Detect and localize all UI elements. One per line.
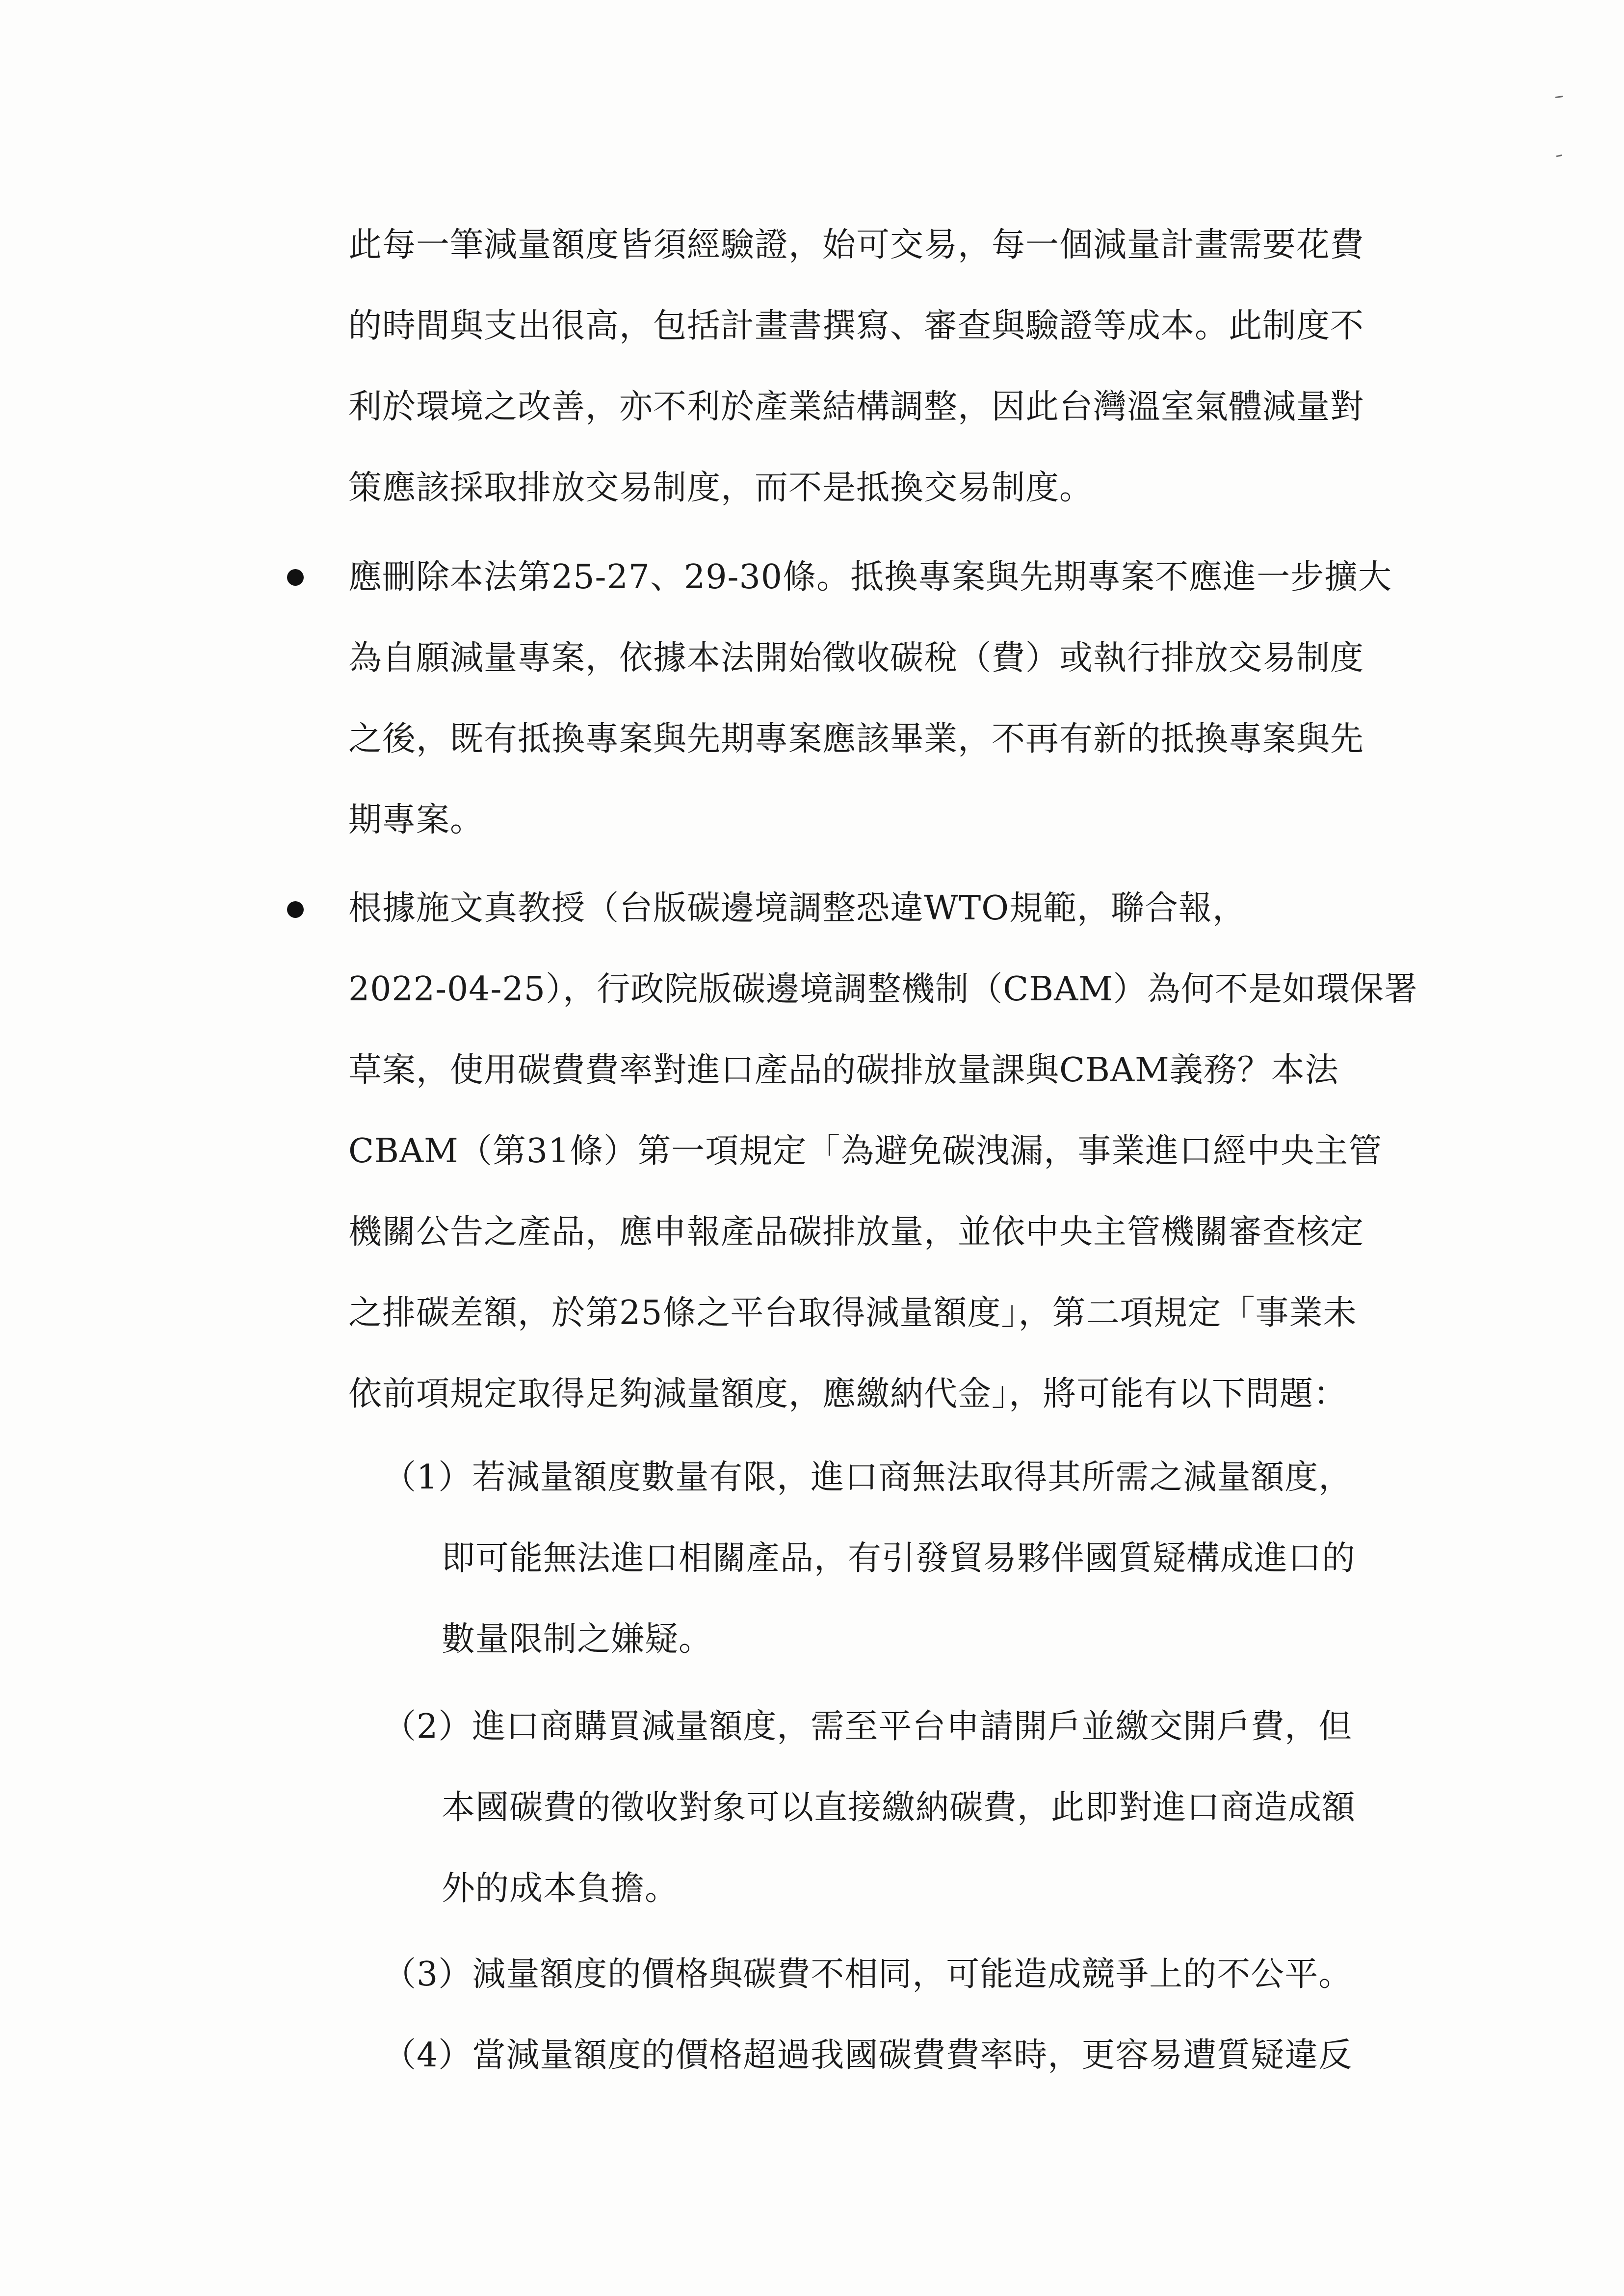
paragraph-line: 利於環境之改善，亦不利於產業結構調整，因此台灣溫室氣體減量對 [348,388,1364,426]
bullet-line: 草案，使用碳費費率對進口產品的碳排放量課與CBAM義務？本法 [348,1051,1339,1090]
sub-item-line: 本國碳費的徵收對象可以直接繳納碳費，此即對進口商造成額 [442,1788,1356,1827]
sub-item-line: （3）減量額度的價格與碳費不相同，可能造成競爭上的不公平。 [383,1955,1353,1994]
bullet-line: 機關公告之產品，應申報產品碳排放量，並依中央主管機關審查核定 [348,1213,1364,1252]
bullet-line: 之後，既有抵換專案與先期專案應該畢業，不再有新的抵換專案與先 [348,720,1364,758]
bullet-line: 根據施文真教授（台版碳邊境調整恐違WTO規範，聯合報， [348,889,1246,928]
bullet-line: 期專案。 [348,801,484,839]
scan-mark [1555,96,1563,98]
bullet-line: 為自願減量專案，依據本法開始徵收碳稅（費）或執行排放交易制度 [348,639,1364,678]
paragraph-line: 的時間與支出很高，包括計畫書撰寫、審查與驗證等成本。此制度不 [348,307,1364,345]
paragraph-line: 策應該採取排放交易制度，而不是抵換交易制度。 [348,469,1094,507]
paragraph-line: 此每一筆減量額度皆須經驗證，始可交易，每一個減量計畫需要花費 [348,226,1364,264]
scan-mark [1556,155,1562,157]
sub-item-line: （2）進口商購買減量額度，需至平台申請開戶並繳交開戶費，但 [383,1707,1353,1746]
bullet-icon [287,901,304,918]
sub-item-line: 外的成本負擔。 [442,1869,679,1908]
sub-item-line: （1）若減量額度數量有限，進口商無法取得其所需之減量額度， [383,1458,1353,1497]
bullet-line: 應刪除本法第25-27、29-30條。抵換專案與先期專案不應進一步擴大 [348,558,1392,597]
sub-item-line: 數量限制之嫌疑。 [442,1620,713,1659]
sub-item-line: 即可能無法進口相關產品，有引發貿易夥伴國質疑構成進口的 [442,1539,1356,1578]
sub-item-line: （4）當減量額度的價格超過我國碳費費率時，更容易遭質疑違反 [383,2036,1353,2075]
bullet-line: 2022-04-25），行政院版碳邊境調整機制（CBAM）為何不是如環保署 [348,970,1418,1009]
bullet-line: CBAM（第31條）第一項規定「為避免碳洩漏，事業進口經中央主管 [348,1132,1383,1171]
bullet-icon [287,569,304,586]
bullet-line: 之排碳差額，於第25條之平台取得減量額度」，第二項規定「事業未 [348,1294,1357,1332]
bullet-line: 依前項規定取得足夠減量額度，應繳納代金」，將可能有以下問題： [348,1375,1348,1413]
